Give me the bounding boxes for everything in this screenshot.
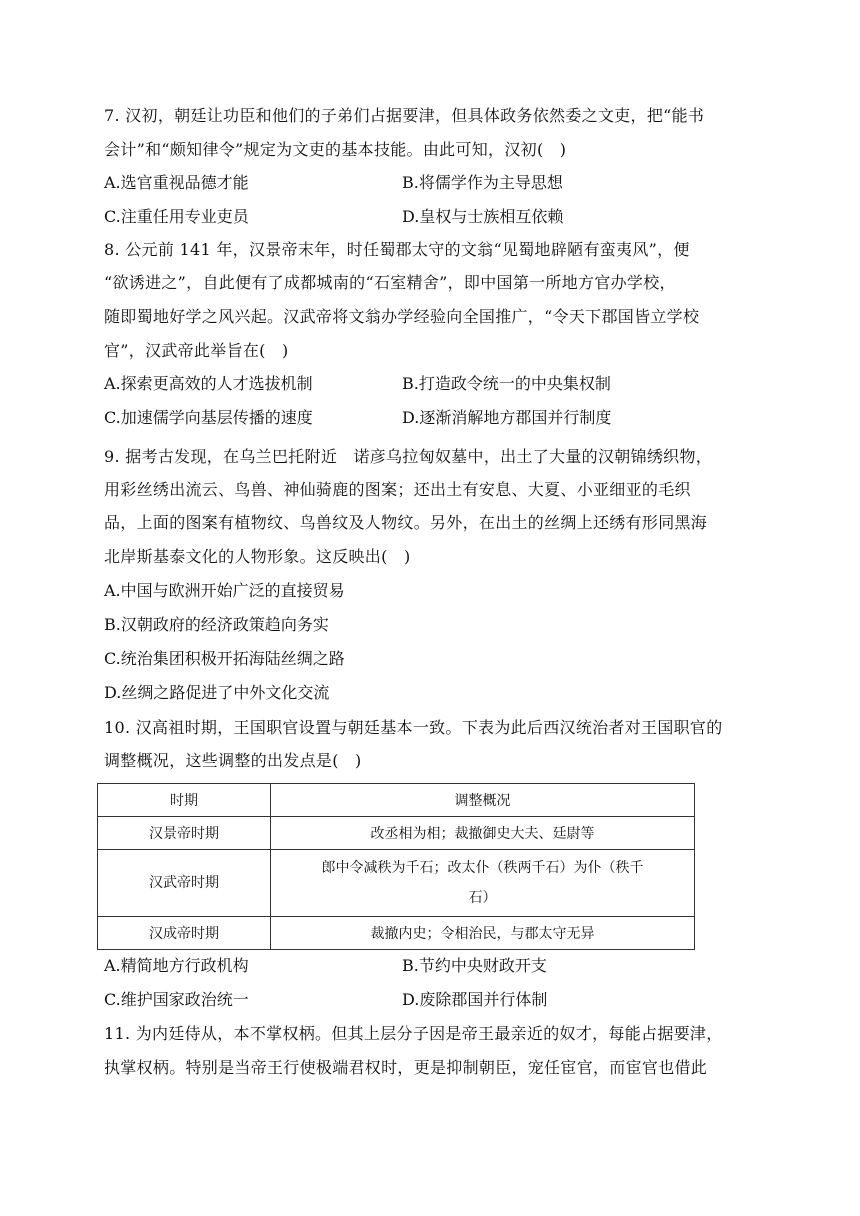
q8-option-b[interactable]: B.打造政令统一的中央集权制 <box>402 374 611 393</box>
adjustment-table <box>97 783 695 950</box>
table-cell-period: 汉武帝时期 <box>98 850 271 917</box>
table-cell-period: 汉成帝时期 <box>98 917 271 950</box>
table-row <box>98 850 695 917</box>
q11-stem-line-2: 执掌权柄。特别是当帝王行使极端君权时，更是抑制朝臣，宠任宦官，而宦官也借此 <box>104 1058 708 1077</box>
table-header-adjustment: 调整概况 <box>271 784 695 817</box>
table-cell-period: 汉景帝时期 <box>98 817 271 850</box>
q10-option-a[interactable]: A.精简地方行政机构 <box>104 956 249 975</box>
q9-stem-line-3: 品，上面的图案有植物纹、鸟兽纹及人物纹。另外，在出土的丝绸上还绣有形同黑海 <box>104 513 708 532</box>
q9-option-c[interactable]: C.统治集团积极开拓海陆丝绸之路 <box>104 649 345 668</box>
q7-option-d[interactable]: D.皇权与士族相互依赖 <box>402 207 564 226</box>
q10-option-d[interactable]: D.废除郡国并行体制 <box>402 990 548 1009</box>
q8-stem-line-4: 官”，汉武帝此举旨在( ) <box>104 341 289 360</box>
table-cell-adjustment: 裁撤内史；令相治民，与郡太守无异 <box>271 917 695 950</box>
q8-stem-line-1: 8. 公元前 141 年，汉景帝末年，时任蜀郡太守的文翁“见蜀地辟陋有蛮夷风”，便 <box>104 240 690 259</box>
q9-option-d[interactable]: D.丝绸之路促进了中外文化交流 <box>104 683 330 702</box>
table-cell-adjustment: 改丞相为相；裁撤御史大夫、廷尉等 <box>271 817 695 850</box>
q8-stem-line-3: 随即蜀地好学之风兴起。汉武帝将文翁办学经验向全国推广，“令天下郡国皆立学校 <box>104 307 700 326</box>
table-cell-adjustment-line-2: 石） <box>468 890 497 906</box>
table-header-row <box>98 784 695 817</box>
q7-option-c[interactable]: C.注重任用专业吏员 <box>104 207 249 226</box>
q8-option-a[interactable]: A.探索更高效的人才选拔机制 <box>104 374 313 393</box>
q7-option-b[interactable]: B.将儒学作为主导思想 <box>402 173 563 192</box>
q7-stem-line-2: 会计”和“颇知律令”规定为文吏的基本技能。由此可知，汉初( ) <box>104 140 567 159</box>
q10-stem-line-1: 10. 汉高祖时期，王国职官设置与朝廷基本一致。下表为此后西汉统治者对王国职官的 <box>104 718 723 737</box>
q7-option-a[interactable]: A.选官重视品德才能 <box>104 173 249 192</box>
table-cell-adjustment-line-1: 郎中令减秩为千石；改太仆（秩两千石）为仆（秩千 <box>321 860 644 876</box>
q11-stem-line-1: 11. 为内廷侍从，本不掌权柄。但其上层分子因是帝王最亲近的奴才，每能占据要津， <box>104 1024 723 1043</box>
q8-stem-line-2: “欲诱进之”，自此便有了成都城南的“石室精舍”，即中国第一所地方官办学校， <box>104 273 676 292</box>
q9-stem-line-1: 9. 据考古发现，在乌兰巴托附近 诺彦乌拉匈奴墓中，出土了大量的汉朝锦绣织物， <box>104 447 713 466</box>
q9-stem-line-4: 北岸斯基泰文化的人物形象。这反映出( ) <box>104 547 411 566</box>
table-cell-adjustment <box>271 850 695 917</box>
q8-option-c[interactable]: C.加速儒学向基层传播的速度 <box>104 408 313 427</box>
q9-stem-line-2: 用彩丝绣出流云、鸟兽、神仙骑鹿的图案；还出土有安息、大夏、小亚细亚的毛织 <box>104 480 691 499</box>
q9-option-b[interactable]: B.汉朝政府的经济政策趋向务实 <box>104 615 329 634</box>
q7-stem-line-1: 7. 汉初，朝廷让功臣和他们的子弟们占据要津，但具体政务依然委之文吏，把“能书 <box>104 106 705 125</box>
table-header-period: 时期 <box>98 784 271 817</box>
q10-option-b[interactable]: B.节约中央财政开支 <box>402 956 547 975</box>
q10-option-c[interactable]: C.维护国家政治统一 <box>104 990 249 1009</box>
table-row <box>98 817 695 850</box>
q9-option-a[interactable]: A.中国与欧洲开始广泛的直接贸易 <box>104 581 345 600</box>
q10-stem-line-2: 调整概况，这些调整的出发点是( ) <box>104 751 362 770</box>
table-row <box>98 917 695 950</box>
q8-option-d[interactable]: D.逐渐消解地方郡国并行制度 <box>402 408 612 427</box>
